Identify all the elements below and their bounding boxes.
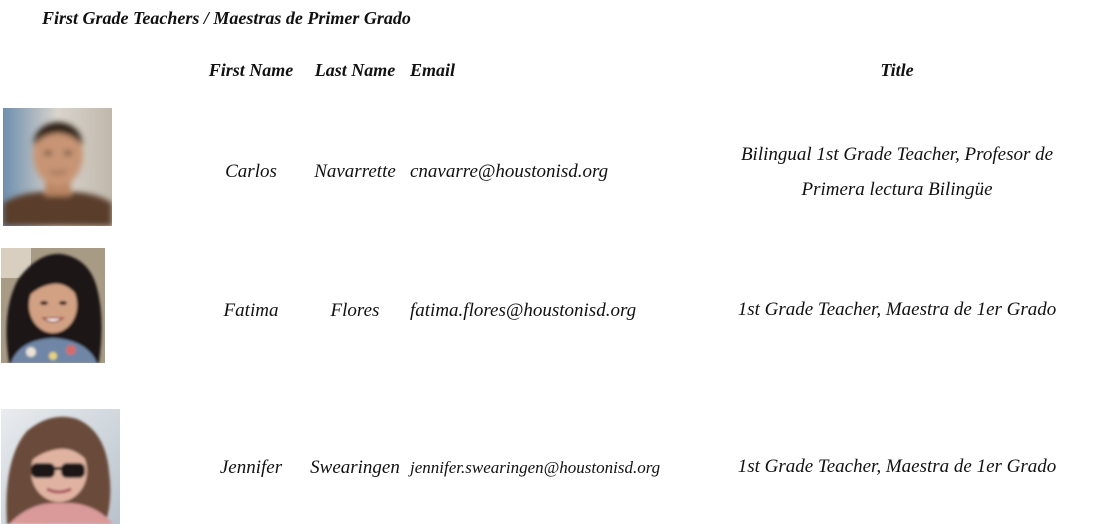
email-cell: cnavarre@houstonisd.org <box>410 161 609 182</box>
title-cell: 1st Grade Teacher, Maestra de 1er Grado <box>737 456 1057 477</box>
title-cell: 1st Grade Teacher, Maestra de 1er Grado <box>737 299 1057 320</box>
header-last-name: Last Name <box>314 60 396 80</box>
last-name-cell: Navarrette <box>314 161 396 182</box>
first-name-cell: Fatima <box>223 300 279 321</box>
first-name-cell: Carlos <box>225 161 277 182</box>
last-name-cell: Flores <box>330 300 380 321</box>
email-cell: fatima.flores@houstonisd.org <box>410 300 637 321</box>
page-title: First Grade Teachers / Maestras de Primer Grado <box>42 8 411 28</box>
teacher-photo <box>1 409 120 524</box>
header-first-name: First Name <box>208 60 294 80</box>
last-name-cell: Swearingen <box>310 457 400 478</box>
header-email: Email <box>410 60 456 80</box>
header-title: Title <box>880 60 914 80</box>
email-cell: jennifer.swearingen@houstonisd.org <box>410 458 661 477</box>
first-name-cell: Jennifer <box>219 457 283 478</box>
teacher-photo <box>3 108 112 226</box>
title-cell: Bilingual 1st Grade Teacher, Profesor de Primera lectura Bilingüe <box>740 144 1054 200</box>
teacher-photo <box>1 248 105 363</box>
